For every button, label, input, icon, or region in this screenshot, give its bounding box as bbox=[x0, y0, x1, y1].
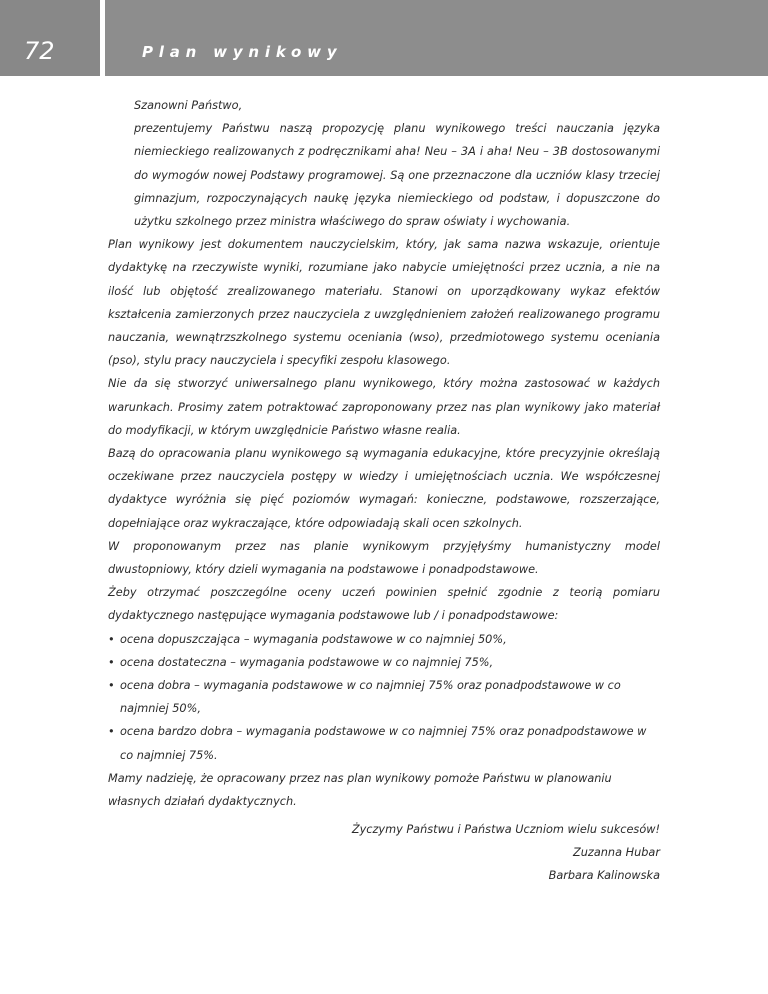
author-name: Barbara Kalinowska bbox=[548, 869, 660, 883]
running-header-title: Plan wynikowy bbox=[142, 43, 343, 61]
letter-closing bbox=[352, 818, 660, 888]
bullet-icon: • bbox=[108, 679, 115, 693]
paragraph-grading-intro: Żeby otrzymać poszczególne oceny uczeń powinien spełnić zgodnie z teorią pomiaru dydaktycznego następujące wymagania podstawowe lub / i ponadpodstawowe: bbox=[108, 586, 660, 623]
paragraph-intro: prezentujemy Państwu naszą propozycję planu wynikowego treści nauczania języka niemieckiego realizowanych z podręcznikami aha! Neu – 3A i aha! Neu – 3B dostosowanymi do wymogów nowej Podstawy programowej. Są one przeznaczone dla uczniów klasy trzeciej gimnazjum, rozpoczynających naukę języka niemieckiego od podstaw, i dopuszczone do użytku szkolnego przez ministra właściwego do spraw oświaty i wychowania. bbox=[134, 122, 660, 229]
paragraph-requirements: Bazą do opracowania planu wynikowego są wymagania edukacyjne, które precyzyjnie określają oczekiwane przez nauczyciela postępy w wiedzy i umiejętnościach ucznia. We współczesnej dydaktyce wyróżnia się pięć poziomów wymagań: konieczne, podstawowe, rozszerzające, dopełniające oraz wykraczające, które odpowiadają skali ocen szkolnych. bbox=[108, 447, 660, 530]
list-item bbox=[108, 651, 660, 674]
closing-wish: Życzymy Państwu i Państwa Uczniom wielu sukcesów! bbox=[351, 823, 660, 836]
paragraph-closing: Mamy nadzieję, że opracowany przez nas plan wynikowy pomoże Państwu w planowaniu własnych działań dydaktycznych. bbox=[108, 771, 612, 809]
letter-body bbox=[108, 94, 660, 813]
list-item bbox=[108, 628, 660, 651]
list-item-text: ocena bardzo dobra – wymagania podstawowe w co najmniej 75% oraz ponadpodstawowe w co najmniej 75%. bbox=[120, 725, 647, 762]
paragraph-model: W proponowanym przez nas planie wynikowym przyjęłyśmy humanistyczny model dwustopniowy, który dzieli wymagania na podstawowe i ponadpodstawowe. bbox=[108, 539, 660, 577]
bullet-icon: • bbox=[108, 725, 115, 739]
page-number: 72 bbox=[24, 37, 55, 65]
page-number-box bbox=[0, 0, 105, 76]
bullet-icon: • bbox=[108, 632, 115, 646]
bullet-icon: • bbox=[108, 655, 115, 669]
salutation: Szanowni Państwo, bbox=[134, 99, 243, 112]
paragraph-plan-definition: Plan wynikowy jest dokumentem nauczycielskim, który, jak sama nazwa wskazuje, orientuje dydaktykę na rzeczywiste wyniki, rozumiane jako nabycie umiejętności przez ucznia, a nie na ilość lub objętość zrealizowanego materiału. Stanowi on uporządkowany wykaz efektów kształcenia zamierzonych przez nauczyciela z uwzględnieniem założeń realizowanego programu nauczania, wewnątrzszkolnego systemu oceniania (wso), przedmiotowego systemu oceniania (pso), stylu pracy nauczyciela i specyfiki zespołu klasowego. bbox=[108, 238, 660, 368]
list-item-text: ocena dostateczna – wymagania podstawowe w co najmniej 75%, bbox=[120, 655, 494, 669]
list-item-text: ocena dobra – wymagania podstawowe w co najmniej 75% oraz ponadpodstawowe w co najmniej 50%, bbox=[120, 679, 621, 716]
page-header-bar bbox=[0, 0, 768, 76]
list-item-text: ocena dopuszczająca – wymagania podstawowe w co najmniej 50%, bbox=[120, 632, 507, 646]
author-name: Zuzanna Hubar bbox=[573, 846, 660, 860]
list-item bbox=[108, 674, 660, 720]
list-item bbox=[108, 720, 660, 766]
paragraph-modification: Nie da się stworzyć uniwersalnego planu wynikowego, który można zastosować w każdych warunkach. Prosimy zatem potraktować zaproponowany przez nas plan wynikowy jako materiał do modyfikacji, w którym uwzględnicie Państwo własne realia. bbox=[108, 377, 660, 437]
